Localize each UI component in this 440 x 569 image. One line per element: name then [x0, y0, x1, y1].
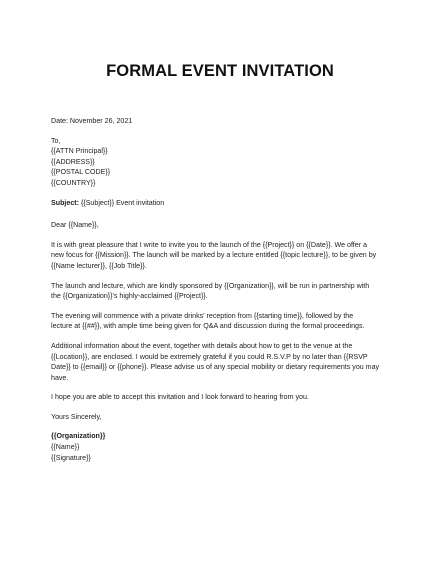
paragraph [51, 311, 401, 332]
address-line: {{ADDRESS}} [51, 157, 95, 166]
salutation: Dear {{Name}}, [51, 221, 99, 230]
paragraph [51, 281, 401, 302]
paragraph-line: new focus for {{Mission}}. The launch will be marked by a lecture entitled {{topic lecture}}, to be given by [51, 251, 377, 260]
paragraph-line: the {{Organization}}'s highly-acclaimed {{Project}}. [51, 292, 208, 301]
address-line: {{ATTN Principal}} [51, 147, 108, 156]
paragraph-line: {{Location}}, are enclosed. I would be extremely grateful if you could R.S.V.P by no later than {{RSVP [51, 352, 368, 361]
paragraph-line: {{Name lecturer}}, {{Job Title}}. [51, 261, 147, 270]
letter-body [51, 116, 401, 463]
paragraph [51, 392, 401, 403]
paragraph-line: The evening will commence with a private drinks' reception from {{starting time}}, followed by the [51, 311, 354, 320]
signature-organization: {{Organization}} [51, 432, 106, 441]
address-line: {{COUNTRY}} [51, 178, 96, 187]
document-title: FORMAL EVENT INVITATION [106, 62, 334, 80]
paragraph [51, 240, 401, 272]
signature-name: {{Name}} [51, 443, 80, 452]
subject-label: Subject: [51, 198, 79, 207]
closing: Yours Sincerely, [51, 412, 102, 421]
paragraph-line: have. [51, 373, 69, 382]
to-label: To, [51, 136, 61, 145]
date-line: Date: November 26, 2021 [51, 117, 133, 125]
signature-placeholder: {{Signature}} [51, 453, 91, 462]
paragraph-line: Additional information about the event, together with details about how to get to the venue at the [51, 341, 353, 350]
paragraph-line: I hope you are able to accept this invitation and I look forward to hearing from you. [51, 393, 309, 402]
paragraph [51, 341, 401, 383]
subject-line [51, 198, 401, 209]
subject-text: {{Subject}} Event invitation [78, 198, 165, 207]
paragraph-line: Date}} to {{email}} or {{phone}}. Please advise us of any special mobility or dietary requirements you may [51, 363, 380, 372]
paragraph-line: It is with great pleasure that I write to invite you to the launch of the {{Project}} on {{Date}}. We offer a [51, 240, 368, 249]
paragraph-line: lecture at {{##}}, with ample time being given for Q&A and discussion during the formal proceedings. [51, 322, 365, 331]
address-line: {{POSTAL CODE}} [51, 168, 111, 177]
paragraph-line: The launch and lecture, which are kindly sponsored by {{Organization}}, will be run in partnership with [51, 281, 370, 290]
